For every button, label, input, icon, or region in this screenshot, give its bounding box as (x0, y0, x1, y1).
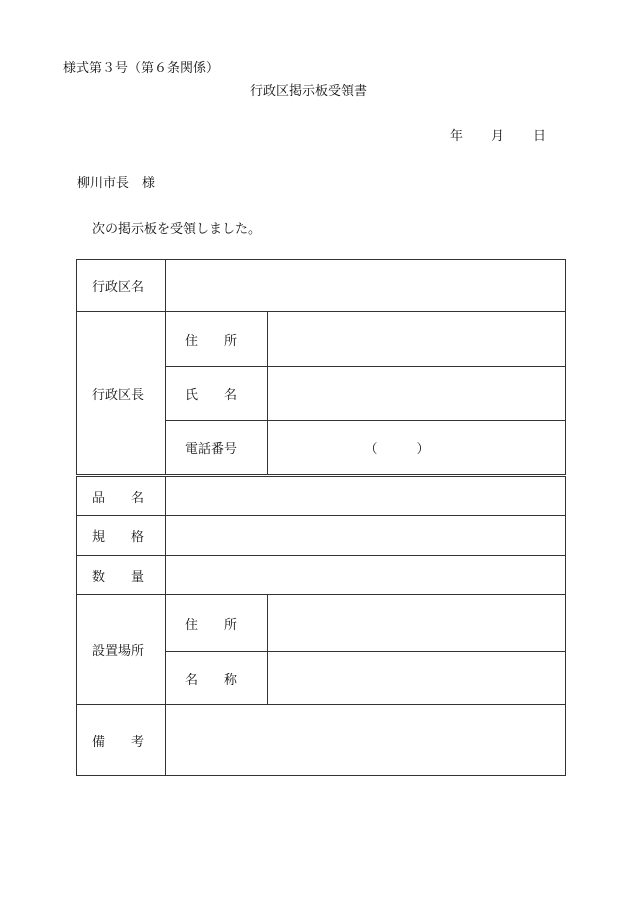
addressee: 柳川市長 様 (77, 176, 156, 191)
phone-label: 電話番号 (166, 421, 268, 476)
row-district-name (77, 260, 566, 312)
location-address-label: 住 所 (166, 595, 268, 652)
head-name-label: 氏 名 (166, 367, 268, 421)
remarks-label: 備 考 (77, 705, 166, 776)
phone-close-paren: ） (416, 442, 430, 457)
spec-label: 規 格 (77, 516, 166, 556)
item-name-label: 品 名 (77, 476, 166, 516)
row-item-name (77, 476, 566, 516)
district-name-field[interactable] (166, 260, 566, 312)
date-month-label: 月 (491, 129, 505, 144)
district-head-label: 行政区長 (77, 312, 166, 476)
form-number: 様式第３号（第６条関係） (63, 61, 220, 76)
row-location-address (77, 595, 566, 652)
row-head-address (77, 312, 566, 367)
receipt-form-table (76, 259, 566, 776)
district-name-label: 行政区名 (77, 260, 166, 312)
head-address-field[interactable] (268, 312, 566, 367)
intro-text: 次の掲示板を受領しました。 (92, 222, 262, 237)
quantity-field[interactable] (166, 556, 566, 595)
row-remarks (77, 705, 566, 776)
row-spec (77, 516, 566, 556)
location-name-label: 名 称 (166, 652, 268, 705)
row-quantity (77, 556, 566, 595)
remarks-field[interactable] (166, 705, 566, 776)
phone-open-paren: （ (364, 442, 378, 457)
date-day-label: 日 (533, 129, 547, 144)
location-address-field[interactable] (268, 595, 566, 652)
location-label: 設置場所 (77, 595, 166, 705)
location-name-field[interactable] (268, 652, 566, 705)
date-year-label: 年 (450, 129, 464, 144)
spec-field[interactable] (166, 516, 566, 556)
head-address-label: 住 所 (166, 312, 268, 367)
item-name-field[interactable] (166, 476, 566, 516)
head-name-field[interactable] (268, 367, 566, 421)
document-title: 行政区掲示板受領書 (250, 84, 368, 99)
phone-field[interactable] (268, 421, 566, 476)
quantity-label: 数 量 (77, 556, 166, 595)
